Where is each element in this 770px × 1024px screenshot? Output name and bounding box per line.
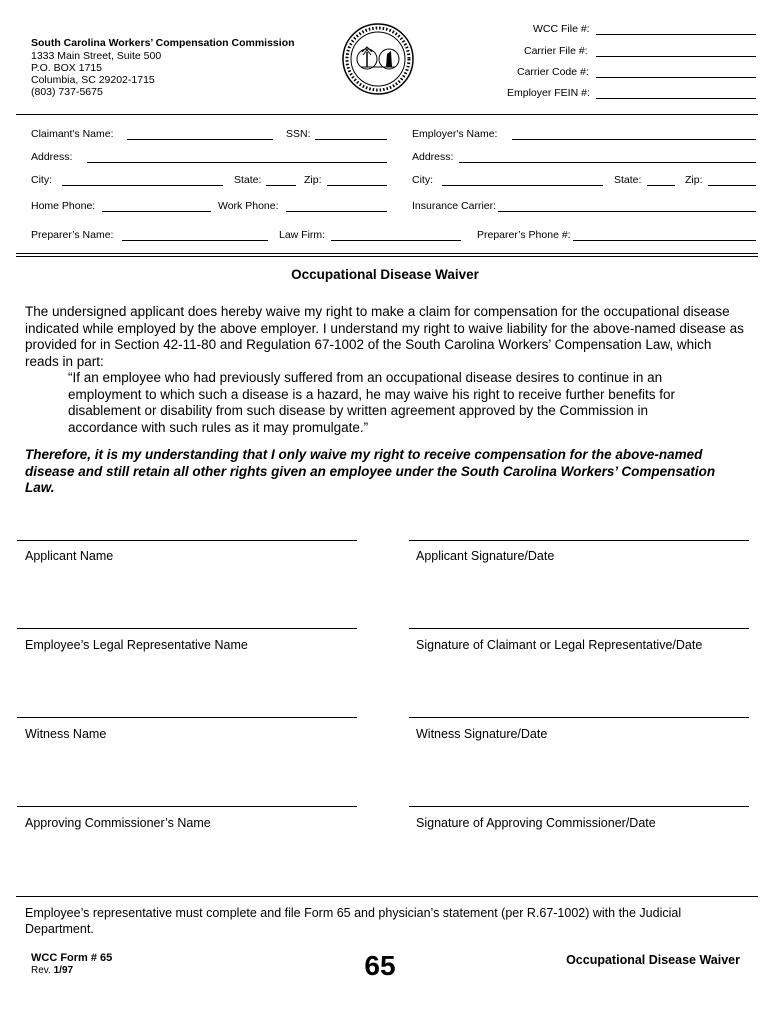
claimant-name-label: Claimant's Name: xyxy=(31,128,114,140)
commissioner-name-line[interactable] xyxy=(17,806,357,807)
claimant-zip-label: Zip: xyxy=(304,174,322,186)
insurance-carrier-field[interactable] xyxy=(498,211,756,212)
revision-line xyxy=(31,965,73,976)
employer-address-field[interactable] xyxy=(459,162,756,163)
employer-state-label: State: xyxy=(614,174,642,186)
home-phone-field[interactable] xyxy=(102,211,211,212)
rep-name-line[interactable] xyxy=(17,628,357,629)
form-divider-bottom xyxy=(16,256,758,257)
employer-address-label: Address: xyxy=(412,151,454,163)
witness-signature-label: Witness Signature/Date xyxy=(416,727,548,741)
document-title: Occupational Disease Waiver xyxy=(291,267,479,282)
commission-address-line2: P.O. BOX 1715 xyxy=(31,62,103,74)
commissioner-signature-line[interactable] xyxy=(409,806,749,807)
header-divider xyxy=(16,114,758,115)
employer-fein-label: Employer FEIN #: xyxy=(507,87,590,99)
carrier-file-label: Carrier File #: xyxy=(524,45,588,57)
claimant-zip-field[interactable] xyxy=(327,185,387,186)
commission-phone: (803) 737-5675 xyxy=(31,86,103,98)
preparer-phone-field[interactable] xyxy=(573,240,756,241)
witness-signature-line[interactable] xyxy=(409,717,749,718)
claimant-signature-line[interactable] xyxy=(409,628,749,629)
witness-name-line[interactable] xyxy=(17,717,357,718)
rep-name-label: Employee’s Legal Representative Name xyxy=(25,638,248,652)
employer-city-field[interactable] xyxy=(442,185,603,186)
footer-divider xyxy=(16,896,758,897)
claimant-signature-label: Signature of Claimant or Legal Representative/Date xyxy=(416,638,703,652)
applicant-signature-label: Applicant Signature/Date xyxy=(416,549,555,563)
form-number: 65 xyxy=(364,950,396,981)
revision-label: Rev. xyxy=(31,965,51,976)
employer-fein-field[interactable] xyxy=(596,98,756,99)
employer-zip-label: Zip: xyxy=(685,174,703,186)
claimant-name-field[interactable] xyxy=(127,139,273,140)
claimant-city-field[interactable] xyxy=(62,185,223,186)
form-divider-top xyxy=(16,253,758,254)
work-phone-label: Work Phone: xyxy=(218,200,279,212)
wcc-file-field[interactable] xyxy=(596,34,756,35)
carrier-code-label: Carrier Code #: xyxy=(517,66,589,78)
employer-city-label: City: xyxy=(412,174,433,186)
claimant-state-label: State: xyxy=(234,174,262,186)
applicant-signature-line[interactable] xyxy=(409,540,749,541)
law-firm-label: Law Firm: xyxy=(279,229,326,241)
applicant-name-line[interactable] xyxy=(17,540,357,541)
ssn-label: SSN: xyxy=(286,128,311,140)
wcc-file-label: WCC File #: xyxy=(533,23,590,35)
form-id-label: WCC Form # 65 xyxy=(31,952,113,964)
commissioner-signature-label: Signature of Approving Commissioner/Date xyxy=(416,816,656,830)
preparer-phone-label: Preparer’s Phone #: xyxy=(477,229,571,241)
state-seal-icon xyxy=(341,22,415,96)
employer-zip-field[interactable] xyxy=(708,185,756,186)
commission-address-line1: 1333 Main Street, Suite 500 xyxy=(31,50,162,62)
waiver-paragraph: The undersigned applicant does hereby waive my right to make a claim for compensation for the occupational disease indicated while employed by the above employer. I understand my right to waive liability for the above-named disease as provided for in Section 42-11-80 and Regulation 67-1002 of the South Carolina Workers’ Compensation Law, which reads in part: xyxy=(25,304,744,369)
commission-name: South Carolina Workers’ Compensation Commission xyxy=(31,37,295,49)
carrier-code-field[interactable] xyxy=(596,77,756,78)
footer-note: Employee’s representative must complete and file Form 65 and physician’s statement (per R.67-1002) with the Judicial Department. xyxy=(25,906,682,936)
commission-address-line3: Columbia, SC 29202-1715 xyxy=(31,74,155,86)
law-firm-field[interactable] xyxy=(331,240,461,241)
employer-name-label: Employer's Name: xyxy=(412,128,498,140)
waiver-statement: Therefore, it is my understanding that I only waive my right to receive compensation for the above-named disease and still retain all other rights given an employee under the South Carolina Workers’ Compensation Law. xyxy=(25,447,716,495)
claimant-state-field[interactable] xyxy=(266,185,296,186)
employer-state-field[interactable] xyxy=(647,185,675,186)
insurance-carrier-label: Insurance Carrier: xyxy=(412,200,497,212)
ssn-field[interactable] xyxy=(315,139,387,140)
footer-form-title: Occupational Disease Waiver xyxy=(566,953,740,967)
revision-value: 1/97 xyxy=(53,965,74,976)
claimant-address-label: Address: xyxy=(31,151,73,163)
carrier-file-field[interactable] xyxy=(596,56,756,57)
home-phone-label: Home Phone: xyxy=(31,200,96,212)
claimant-city-label: City: xyxy=(31,174,52,186)
commissioner-name-label: Approving Commissioner’s Name xyxy=(25,816,211,830)
preparer-name-field[interactable] xyxy=(122,240,268,241)
preparer-name-label: Preparer’s Name: xyxy=(31,229,114,241)
claimant-address-field[interactable] xyxy=(87,162,387,163)
witness-name-label: Witness Name xyxy=(25,727,107,741)
employer-name-field[interactable] xyxy=(512,139,756,140)
applicant-name-label: Applicant Name xyxy=(25,549,114,563)
statute-quote: “If an employee who had previously suffered from an occupational disease desires to continue in an employment to which such a disease is a hazard, he may waive his right to receive further benefits for disablement or disability from such disease by written agreement approved by the Commission in accordance with such rules as it may promulgate.” xyxy=(68,370,676,435)
work-phone-field[interactable] xyxy=(286,211,387,212)
